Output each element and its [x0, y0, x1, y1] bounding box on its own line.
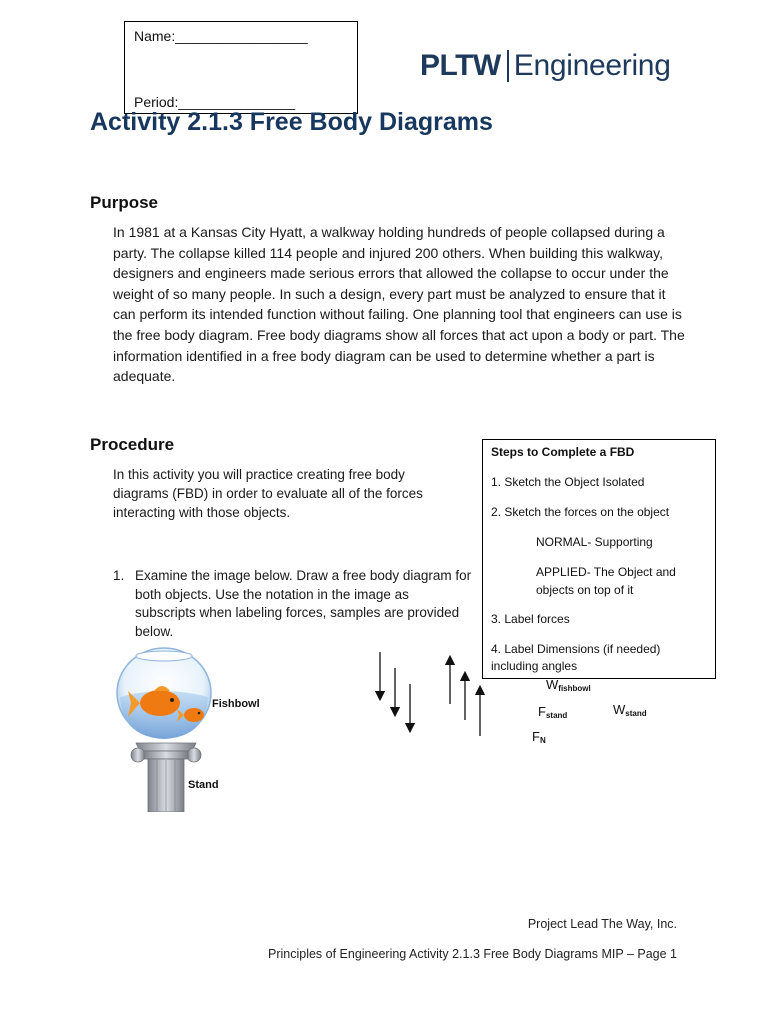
fishbowl-label: Fishbowl: [212, 698, 260, 710]
force-subscript: stand: [625, 709, 647, 718]
force-symbol: W: [546, 677, 559, 692]
steps-item: NORMAL- Supporting: [536, 535, 653, 549]
force-symbol: F: [538, 704, 546, 719]
steps-item: 4. Label Dimensions (if needed): [491, 642, 661, 656]
purpose-paragraph: In 1981 at a Kansas City Hyatt, a walkway holding hundreds of people collapsed during a party. The collapse killed 114 people and injured 200 others. When building this walkway, designers and engineers made serious errors that allowed the collapse to occur under the weight of so many people. In such a design, every part must be analyzed to ensure that it can perform its intended function without failing. One planning tool that engineers can use is the free body diagram. Free body diagrams show all forces that act upon a body or part. The information identified in a free body diagram can be used to determine whether a part is adequate.: [113, 224, 685, 385]
footer-company: Project Lead The Way, Inc.: [527, 917, 677, 931]
stand-label: Stand: [188, 779, 219, 791]
steps-item: 3. Label forces: [491, 612, 570, 626]
force-label-w-fishbowl: [546, 677, 591, 693]
force-symbol: W: [613, 702, 626, 717]
steps-item: 2. Sketch the forces on the object: [491, 505, 670, 519]
name-period-box: [124, 21, 358, 114]
force-arrows-svg: [370, 648, 490, 738]
name-field[interactable]: Name:_________________: [134, 28, 308, 44]
procedure-heading: Procedure: [90, 435, 175, 454]
fbd-steps-box: [482, 439, 716, 679]
force-symbol: F: [532, 729, 540, 744]
force-label-w-stand: [613, 702, 647, 718]
steps-item: 1. Sketch the Object Isolated: [491, 475, 645, 489]
steps-item: including angles: [491, 659, 578, 673]
logo-mark: PLTW: [420, 49, 501, 82]
steps-box-title: Steps to Complete a FBD: [491, 445, 635, 459]
logo-word: Engineering: [513, 49, 671, 82]
logo-divider: [507, 50, 509, 82]
footer-page-line: Principles of Engineering Activity 2.1.3 Free Body Diagrams MIP – Page 1: [267, 947, 677, 961]
period-field[interactable]: Period:_______________: [134, 94, 296, 110]
purpose-heading: Purpose: [90, 193, 159, 212]
fishbowl-stand-figure: [110, 647, 270, 812]
step-number: 1.: [113, 568, 125, 583]
steps-item: APPLIED- The Object and: [536, 565, 676, 579]
step-text: Examine the image below. Draw a free body diagram for both objects. Use the notation in the image as subscripts when labeling forces, samples are provided below.: [135, 568, 472, 639]
force-arrows: [370, 648, 490, 738]
pltw-logo: [420, 48, 671, 84]
page-title: Activity 2.1.3 Free Body Diagrams: [90, 108, 493, 136]
force-subscript: fishbowl: [558, 684, 591, 693]
force-label-f-stand: [538, 704, 567, 720]
force-subscript: stand: [545, 711, 568, 720]
procedure-intro: In this activity you will practice creating free body diagrams (FBD) in order to evaluate all of the forces interacting with those objects.: [113, 467, 423, 520]
force-label-f-n: [532, 729, 546, 745]
steps-item: objects on top of it: [536, 583, 634, 597]
force-subscript: N: [539, 736, 546, 745]
